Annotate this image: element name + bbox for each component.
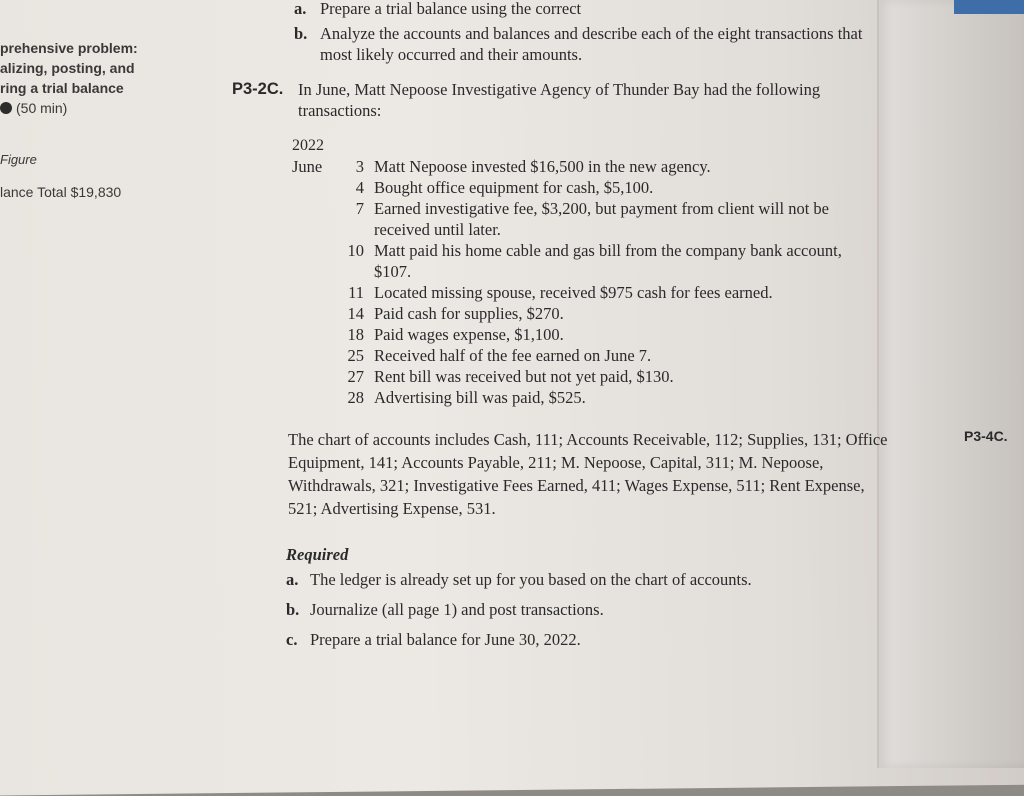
chart-of-accounts: The chart of accounts includes Cash, 111; Accounts Receivable, 112; Supplies, 131; Office Equipment, 141; Accounts Payable, 211; M. Nepoose, Capital, 311; M. Nepoose, Withdrawals, 321; Investigative Fees Earned, 411; Wages Expense, 511; Rent Expense, 521; Advertising Expense, 531. [288,430,888,518]
problem-header [232,79,892,121]
problem-intro: In June, Matt Nepoose Investigative Agency of Thunder Bay had the following transactions: [298,80,821,120]
problem-content [232,0,892,655]
required-item-c: c. Prepare a trial balance for June 30, 2022. [286,630,581,649]
transaction-row: 10 Matt paid his home cable and gas bill from the company bank account, $107. [347,241,842,281]
transactions-year: 2022 [292,137,324,154]
transactions-month: June [292,157,323,176]
transaction-row: 11 Located missing spouse, received $975 cash for fees earned. [348,283,773,302]
required-item-a: a. The ledger is already set up for you based on the chart of accounts. [286,570,752,589]
problem-code: P3-2C. [232,80,284,98]
transaction-row: 4 Bought office equipment for cash, $5,100. [355,178,654,197]
margin-time: (50 min) [0,98,205,118]
blue-header-bar [954,0,1024,14]
transaction-row: 28 Advertising bill was paid, $525. [347,388,586,407]
margin-figure: Figure [0,152,37,167]
transaction-row: 27 Rent bill was received but not yet paid, $130. [347,367,674,386]
next-problem-code: P3-4C. [964,428,1008,444]
margin-problem-line2: alizing, posting, and [0,60,135,76]
transaction-row: 25 Received half of the fee earned on June 7. [347,346,652,365]
margin-balance-total: lance Total $19,830 [0,184,122,200]
transactions-table [292,135,892,408]
time-icon [0,102,12,114]
margin-problem-line3: ring a trial balance [0,80,124,96]
transaction-row: 7 Earned investigative fee, $3,200, but payment from client will not be received until later. [355,199,829,239]
transaction-row: June 3 Matt Nepoose invested $16,500 in the new agency. [292,157,711,176]
margin-note [0,38,205,118]
required-item-b: b. Journalize (all page 1) and post transactions. [286,600,604,619]
required-heading: Required [286,545,349,564]
next-page-edge [877,0,1024,768]
transaction-row: 14 Paid cash for supplies, $270. [347,304,564,323]
prev-item-b: b. Analyze the accounts and balances and describe each of the eight transactions that most likely occurred and their amounts. [294,24,863,64]
transaction-row: 18 Paid wages expense, $1,100. [347,325,564,344]
prev-item-a: a. Prepare a trial balance using the correct [294,0,582,18]
margin-problem-line1: prehensive problem: [0,40,138,56]
